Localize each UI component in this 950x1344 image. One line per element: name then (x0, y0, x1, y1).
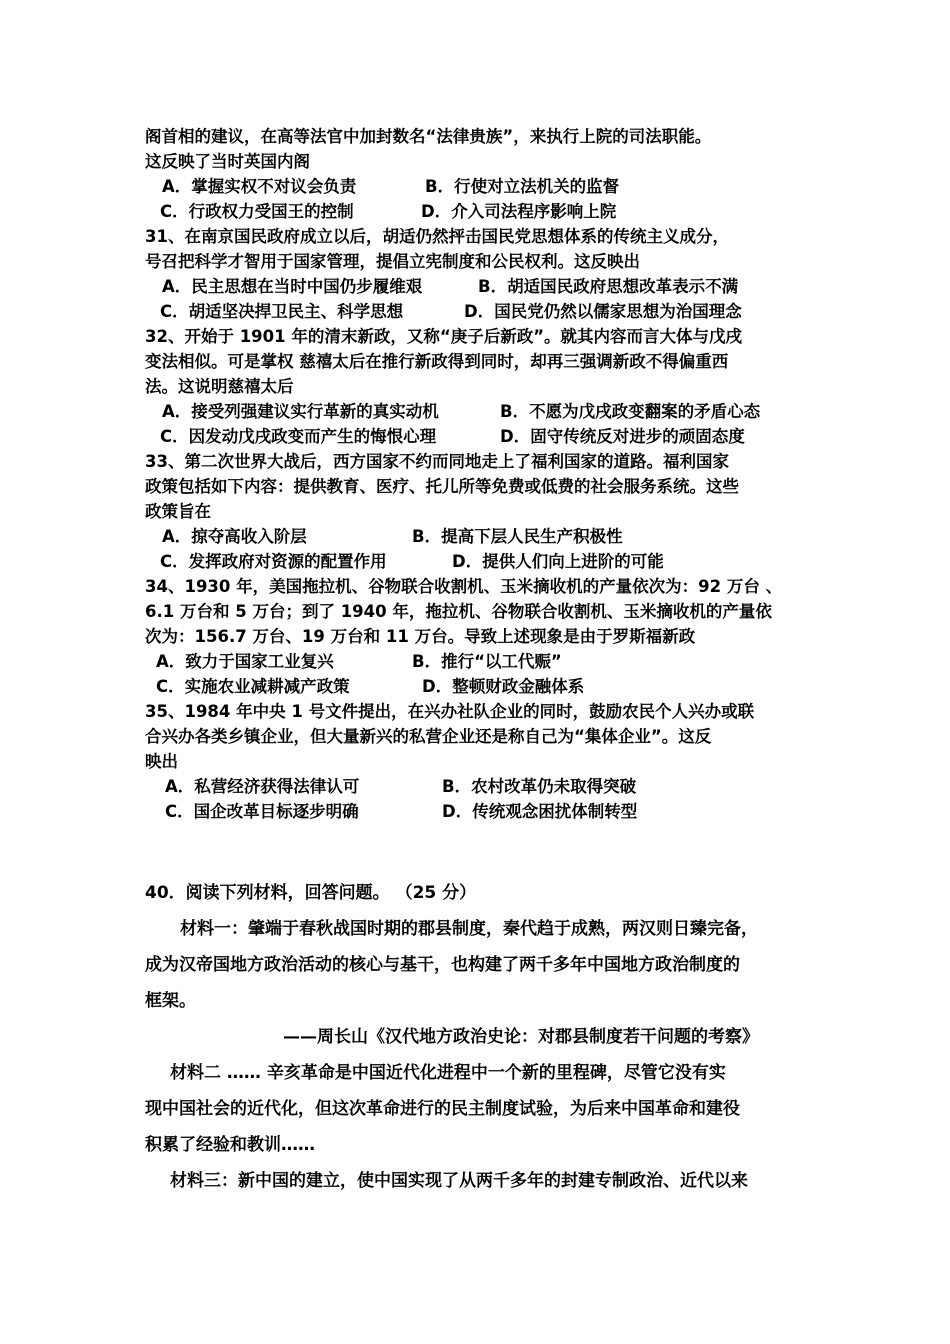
option-d[interactable]: D．提供人们向上进阶的可能 (452, 552, 664, 571)
question-30-stem-line-1: 阁首相的建议，在高等法官中加封数名“法律贵族”，来执行上院的司法职能。 (145, 127, 712, 146)
question-32-stem-line-1: 32、开始于 1901 年的清末新政，又称“庚子后新政”。就其内容而言大体与戊戌 (145, 327, 743, 346)
option-a[interactable]: A．掌握实权不对议会负责 (162, 177, 357, 196)
option-a[interactable]: A．掠夺高收入阶层 (162, 527, 307, 546)
material-3-line-1: 材料三：新中国的建立，使中国实现了从两千多年的封建专制政治、近代以来 (170, 1171, 748, 1191)
option-c[interactable]: C．行政权力受国王的控制 (160, 202, 354, 221)
option-b[interactable]: B．推行“以工代赈” (412, 652, 562, 671)
question-35-stem-line-1: 35、1984 年中央 1 号文件提出，在兴办社队企业的同时，鼓励农民个人兴办或联 (145, 702, 755, 721)
option-a[interactable]: A．民主思想在当时中国仍步履维艰 (162, 277, 423, 296)
question-35-stem-line-2: 合兴办各类乡镇企业，但大量新兴的私营企业还是称自己为“集体企业”。这反 (145, 727, 712, 746)
material-2-line-1: 材料二 …… 辛亥革命是中国近代化进程中一个新的里程碑，尽管它没有实 (170, 1063, 726, 1083)
material-1-source: ——周长山《汉代地方政治史论：对郡县制度若干问题的考察》 (283, 1027, 759, 1047)
option-d[interactable]: D．国民党仍然以儒家思想为治国理念 (464, 302, 742, 321)
option-d[interactable]: D．整顿财政金融体系 (422, 677, 585, 696)
question-34-stem-line-3: 次为：156.7 万台、19 万台和 11 万台。导致上述现象是由于罗斯福新政 (145, 627, 696, 646)
question-31-stem-line-1: 31、在南京国民政府成立以后，胡适仍然抨击国民党思想体系的传统主义成分， (145, 227, 729, 246)
question-35-options-row-1 (0, 773, 950, 801)
question-34-stem-line-2: 6.1 万台和 5 万台；到了 1940 年，拖拉机、谷物联合收割机、玉米摘收机的产量依 (145, 602, 772, 621)
question-32-stem-line-3: 法。这说明慈禧太后 (145, 377, 294, 396)
question-31-stem-line-2: 号召把科学才智用于国家管理，提倡立宪制度和公民权利。这反映出 (145, 252, 640, 271)
question-32-options-row-2 (0, 423, 950, 451)
material-2-line-3: 积累了经验和教训…… (145, 1135, 315, 1155)
material-2-line-2: 现中国社会的近代化，但这次革命进行的民主制度试验，为后来中国革命和建役 (145, 1099, 740, 1119)
option-c[interactable]: C．胡适坚决捍卫民主、科学思想 (160, 302, 404, 321)
option-b[interactable]: B．不愿为戊戌政变翻案的矛盾心态 (500, 402, 761, 421)
question-33-stem-line-1: 33、第二次世界大战后，西方国家不约而同地走上了福利国家的道路。福利国家 (145, 452, 729, 471)
question-31-options-row-1 (0, 273, 950, 301)
material-1-line-2: 成为汉帝国地方政治活动的核心与基干，也构建了两千多年中国地方政治制度的 (145, 955, 740, 975)
question-32-stem-line-2: 变法相似。可是掌权 慈禧太后在推行新政得到同时，却再三强调新政不得偏重西 (145, 352, 729, 371)
option-d[interactable]: D．固守传统反对进步的顽固态度 (500, 427, 745, 446)
question-30-options-row-1 (0, 173, 950, 201)
option-a[interactable]: A．私营经济获得法律认可 (165, 777, 360, 796)
option-c[interactable]: C．发挥政府对资源的配置作用 (160, 552, 387, 571)
material-1-line-3: 框架。 (145, 991, 196, 1011)
option-b[interactable]: B．农村改革仍未取得突破 (442, 777, 637, 796)
option-d[interactable]: D．传统观念困扰体制转型 (442, 802, 638, 821)
option-c[interactable]: C．实施农业减耕减产政策 (156, 677, 350, 696)
question-40-heading: 40．阅读下列材料，回答问题。 （25 分） (145, 883, 477, 903)
question-30-stem-line-2: 这反映了当时英国内阁 (145, 152, 310, 171)
question-33-options-row-2 (0, 548, 950, 576)
option-d[interactable]: D．介入司法程序影响上院 (421, 202, 617, 221)
option-c[interactable]: C．国企改革目标逐步明确 (165, 802, 359, 821)
question-32-options-row-1 (0, 398, 950, 426)
material-1-line-1: 材料一：肇端于春秋战国时期的郡县制度，秦代趋于成熟，两汉则日臻完备， (180, 919, 758, 939)
option-a[interactable]: A．接受列强建议实行革新的真实动机 (162, 402, 439, 421)
option-b[interactable]: B．提高下层人民生产积极性 (412, 527, 623, 546)
option-b[interactable]: B．胡适国民政府思想改革表示不满 (478, 277, 739, 296)
question-33-stem-line-2: 政策包括如下内容：提供教育、医疗、托儿所等免费或低费的社会服务系统。这些 (145, 477, 739, 496)
question-30-options-row-2 (0, 198, 950, 226)
question-33-stem-line-3: 政策旨在 (145, 502, 211, 521)
question-34-options-row-2 (0, 673, 950, 701)
question-34-stem-line-1: 34、1930 年，美国拖拉机、谷物联合收割机、玉米摘收机的产量依次为：92 万台 、 (145, 577, 783, 596)
question-33-options-row-1 (0, 523, 950, 551)
question-35-stem-line-3: 映出 (145, 752, 178, 771)
question-34-options-row-1 (0, 648, 950, 676)
option-c[interactable]: C．因发动戊戌政变而产生的悔恨心理 (160, 427, 437, 446)
question-35-options-row-2 (0, 798, 950, 826)
option-b[interactable]: B．行使对立法机关的监督 (425, 177, 620, 196)
option-a[interactable]: A．致力于国家工业复兴 (156, 652, 334, 671)
question-31-options-row-2 (0, 298, 950, 326)
